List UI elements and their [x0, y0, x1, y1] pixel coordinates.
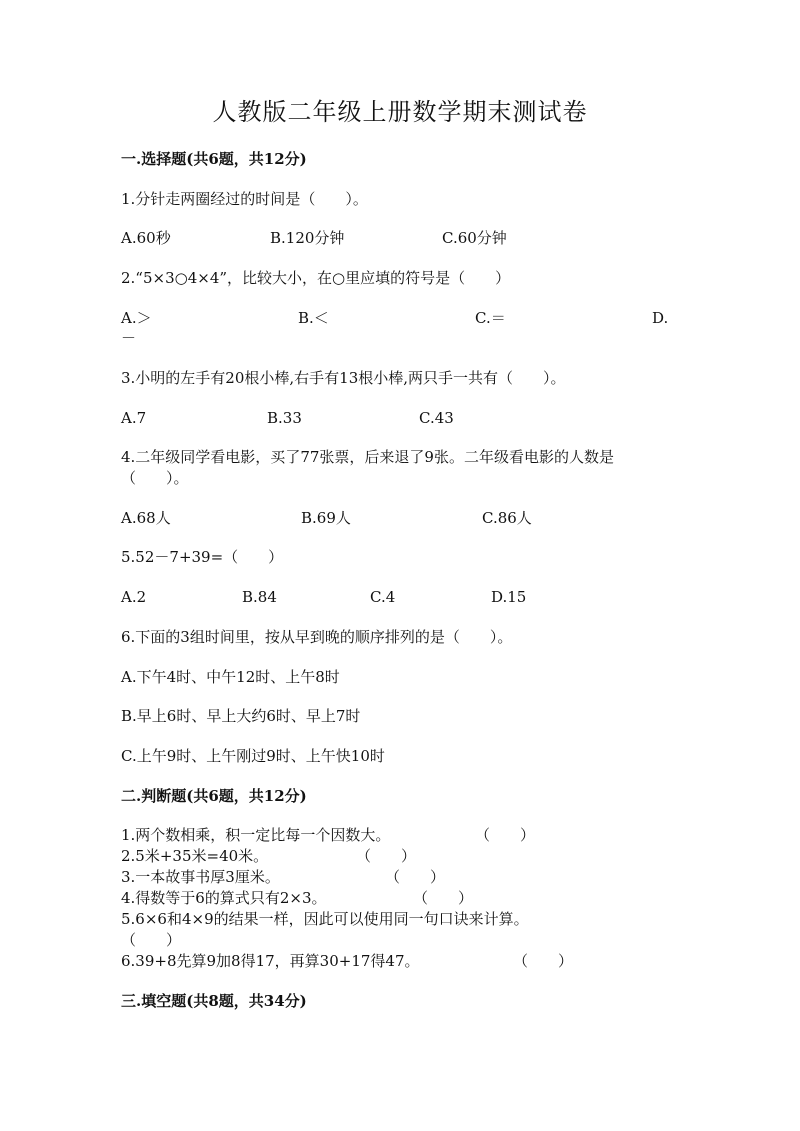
judgement-item-2-answer-paren: （ ）	[356, 847, 417, 865]
question-5-option-b: B.84	[242, 588, 277, 606]
question-4-option-b: B.69人	[301, 509, 351, 527]
question-1-stem: 1.分针走两圈经过的时间是（ ）。	[121, 190, 368, 208]
question-1-option-a: A.60秒	[121, 229, 171, 247]
judgement-item-4: 4.得数等于6的算式只有2×3。	[121, 889, 327, 907]
question-2-option-d-value: －	[121, 329, 137, 347]
question-4-stem: 4.二年级同学看电影，买了77张票，后来退了9张。二年级看电影的人数是	[121, 448, 614, 466]
judgement-item-4-answer-paren: （ ）	[413, 889, 474, 907]
judgement-item-6-answer-paren: （ ）	[513, 952, 574, 970]
question-3-stem: 3.小明的左手有20根小棒,右手有13根小棒,两只手一共有（ ）。	[121, 369, 566, 387]
judgement-item-5-answer-paren: （ ）	[121, 931, 182, 949]
page-title: 人教版二年级上册数学期末测试卷	[212, 98, 588, 126]
judgement-item-1-answer-paren: （ ）	[475, 826, 536, 844]
judgement-item-2: 2.5米+35米=40米。	[121, 847, 269, 865]
question-6-option-b: B.早上6时、早上大约6时、早上7时	[121, 707, 361, 725]
question-5-option-d: D.15	[491, 588, 527, 606]
section-heading-judgement: 二.判断题(共6题，共12分)	[121, 787, 307, 805]
judgement-item-5: 5.6×6和4×9的结果一样，因此可以使用同一句口诀来计算。	[121, 910, 529, 928]
question-4-option-c: C.86人	[482, 509, 532, 527]
section-heading-choice: 一.选择题(共6题，共12分)	[121, 150, 307, 168]
question-3-option-c: C.43	[419, 409, 454, 427]
question-2-option-b: B.＜	[298, 309, 329, 327]
question-1-option-c: C.60分钟	[442, 229, 507, 247]
judgement-item-3-answer-paren: （ ）	[385, 868, 446, 886]
question-2-option-a: A.＞	[121, 309, 152, 327]
question-5-option-a: A.2	[121, 588, 147, 606]
question-6-option-a: A.下午4时、中午12时、上午8时	[121, 668, 340, 686]
question-6-option-c: C.上午9时、上午刚过9时、上午快10时	[121, 747, 385, 765]
question-2-option-d: D.	[652, 309, 669, 327]
question-6-stem: 6.下面的3组时间里，按从早到晚的顺序排列的是（ ）。	[121, 628, 513, 646]
question-3-option-a: A.7	[121, 409, 147, 427]
question-1-option-b: B.120分钟	[270, 229, 345, 247]
judgement-item-3: 3.一本故事书厚3厘米。	[121, 868, 280, 886]
question-3-option-b: B.33	[267, 409, 302, 427]
judgement-item-6: 6.39+8先算9加8得17，再算30+17得47。	[121, 952, 420, 970]
question-5-stem: 5.52－7+39=（ ）	[121, 548, 284, 566]
section-heading-fill-in: 三.填空题(共8题，共34分)	[121, 992, 307, 1010]
question-2-option-c: C.＝	[475, 309, 506, 327]
question-4-option-a: A.68人	[121, 509, 171, 527]
question-4-stem-continued: （ ）。	[121, 469, 189, 487]
question-2-stem: 2.“5×3○4×4”，比较大小，在○里应填的符号是（ ）	[121, 269, 511, 287]
question-5-option-c: C.4	[370, 588, 396, 606]
judgement-item-1: 1.两个数相乘，积一定比每一个因数大。	[121, 826, 391, 844]
